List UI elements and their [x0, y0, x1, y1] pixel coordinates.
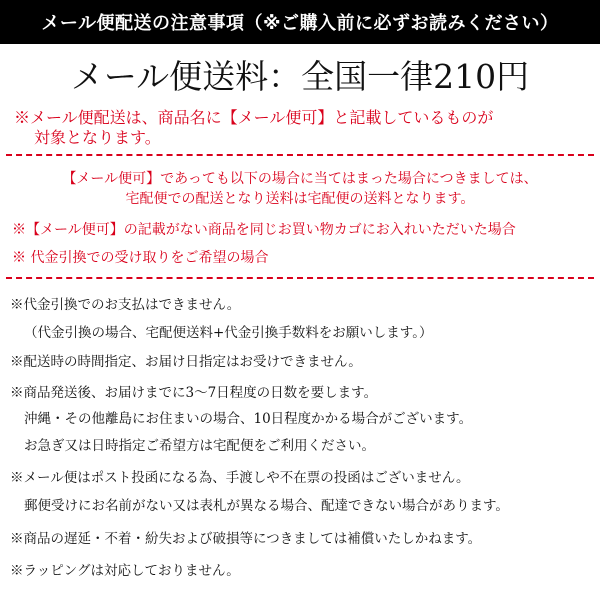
note-item: ※メール便はポスト投函になる為、手渡しや不在票の投函はございません。 [10, 470, 470, 486]
eligibility-line-2: 対象となります。 [34, 128, 161, 147]
shipping-fee-title: メール便送料：全国一律210円 [70, 57, 530, 96]
note-item: お急ぎ又は日時指定ご希望方は宅配便をご利用ください。 [24, 438, 375, 454]
note-item: （代金引換の場合、宅配便送料+代金引換手数料をお願いします。） [24, 325, 433, 341]
exception-case-2: ※ 代金引換での受け取りをご希望の場合 [12, 250, 269, 266]
note-item: ※商品の遅延・不着・紛失および破損等につきましては補償いたしかねます。 [10, 531, 482, 547]
note-item: 沖縄・その他離島にお住まいの場合、10日程度かかる場合がございます。 [24, 411, 473, 427]
exception-case-1: ※【メール便可】の記載がない商品を同じお買い物カゴにお入れいただいた場合 [12, 222, 516, 238]
note-item: 郵便受けにお名前がない又は表札が異なる場合、配達できない場合があります。 [24, 498, 509, 514]
divider-bottom [6, 277, 594, 279]
exception-intro-1: 【メール便可】であっても以下の場合に当てはまった場合につきましては、 [62, 171, 538, 187]
note-item: ※配送時の時間指定、お届け日指定はお受けできません。 [10, 354, 362, 370]
notice-header: メール便配送の注意事項（※ご購入前に必ずお読みください） [0, 0, 600, 44]
note-item: ※代金引換でのお支払はできません。 [10, 297, 241, 313]
note-item: ※商品発送後、お届けまでに3〜7日程度の日数を要します。 [10, 385, 378, 401]
divider-top [6, 154, 594, 156]
note-item: ※ラッピングは対応しておりません。 [10, 563, 240, 579]
exception-intro-2: 宅配便での配送となり送料は宅配便の送料となります。 [125, 191, 475, 207]
eligibility-line-1: ※メール便配送は、商品名に【メール便可】と記載しているものが [14, 108, 494, 127]
